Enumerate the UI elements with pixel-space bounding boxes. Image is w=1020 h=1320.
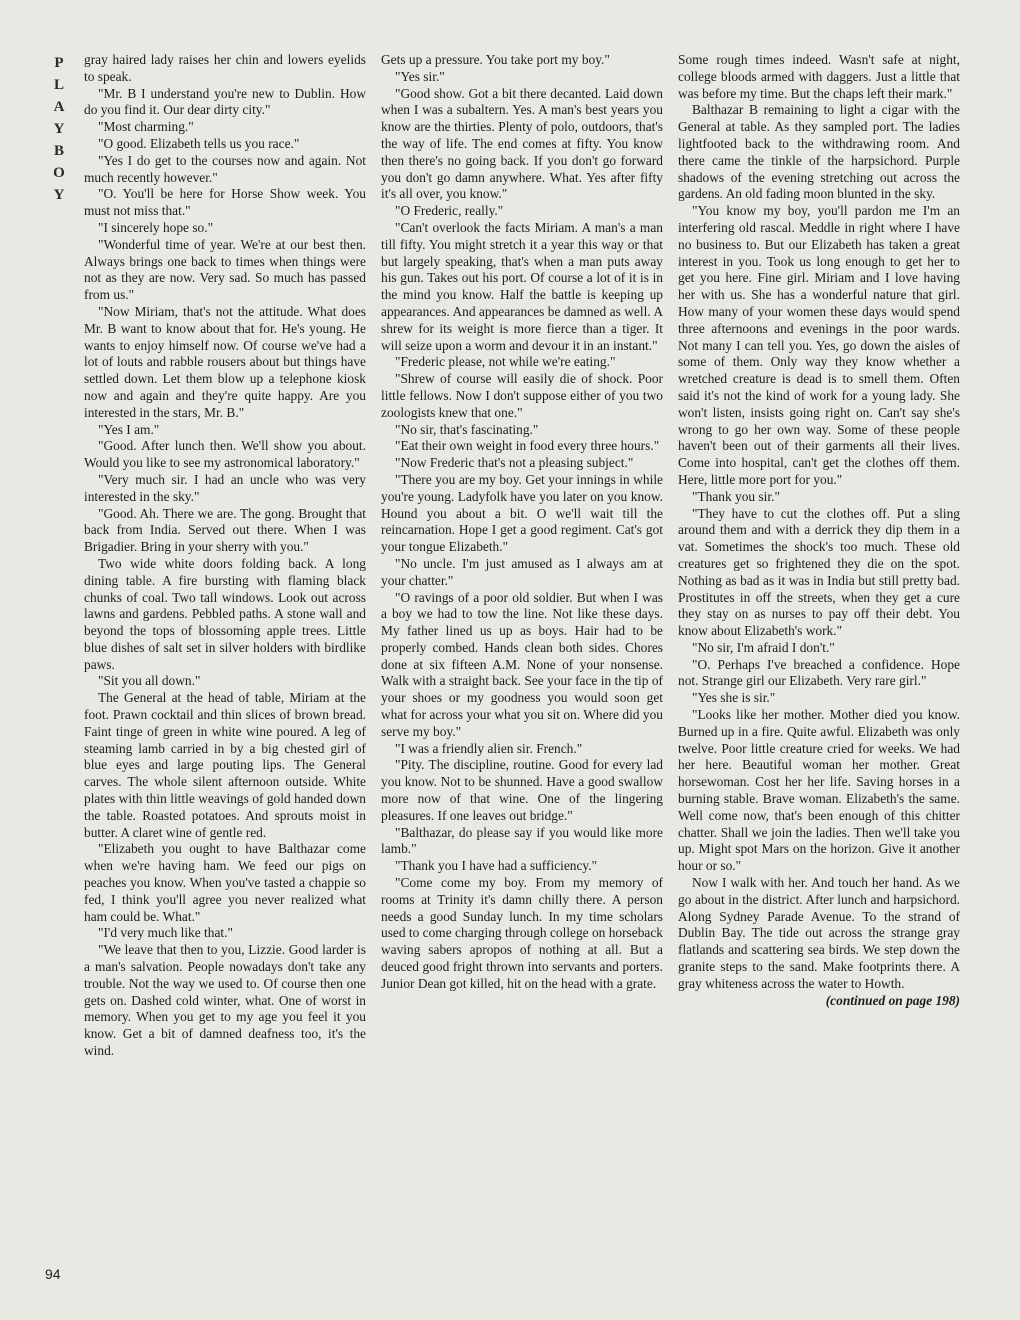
paragraph: "I sincerely hope so." — [98, 219, 214, 235]
paragraph: "They have to cut the clothes off. Put a sling around them and with a derrick they dip them in a vat. Sometimes the shock's too much. These old creatures get so frightened they die on the spot. Nothing as bad as it was in India but still pretty bad. Prostitutes in off the streets, when they get a cure they stay on as nurses to pay off their debt. You know about Elizabeth's work." — [678, 505, 960, 639]
paragraph: "Wonderful time of year. We're at our best then. Always brings one back to times when things were not as they are now. Very sad. So much has passed from us." — [84, 236, 366, 303]
paragraph: "Now Miriam, that's not the attitude. What does Mr. B want to know about that for. He's young. He wants to enjoy himself now. Of course we've had a lot of louts and rabble rousers about but things have settled down. Let them blow up a telephone kiosk now and again and they're quite happy. Are you interested in the stars, Mr. B." — [84, 303, 366, 420]
paragraph: "O good. Elizabeth tells us you race." — [98, 135, 300, 151]
paragraph: "Frederic please, not while we're eating." — [395, 354, 616, 370]
paragraph: "O. You'll be here for Horse Show week. You must not miss that." — [84, 186, 366, 219]
paragraph: "Good. Ah. There we are. The gong. Brought that back from India. Served out there. When I was Brigadier. Bring in your sherry with you." — [84, 505, 366, 555]
masthead: PLAYBOY — [53, 55, 65, 203]
paragraph: The General at the head of table, Miriam at the foot. Prawn cocktail and thin slices of brown bread. Faint tinge of green in white wine poured. A leg of steaming lamb carried in by a big chested girl of blue eyes and large pouting lips. The General carves. The whole silent afternoon outside. White plates with thin little weavings of gold handed down the table. Roasted potatoes. And sprouts moist in butter. A claret wine of gentle red. — [84, 690, 366, 840]
paragraph: "O. Perhaps I've breached a confidence. Hope not. Strange girl our Elizabeth. Very rare girl." — [678, 656, 960, 689]
paragraph: Balthazar B remaining to light a cigar with the General at table. As they sampled port. The ladies lightfooted back to the withdrawing room. And there came the tinkle of the harpsichord. Purple shadows of the evening stretching out across the gardens. An old fading moon blunted in the sky. — [678, 102, 960, 202]
paragraph: "Yes sir." — [395, 68, 445, 84]
paragraph: "Yes I do get to the courses now and again. Not much recently however." — [84, 152, 366, 185]
paragraph: "Very much sir. I had an uncle who was very interested in the sky." — [84, 471, 366, 504]
paragraph: Gets up a pressure. You take port my boy." — [381, 52, 610, 67]
paragraph: "No sir, I'm afraid I don't." — [692, 639, 835, 655]
paragraph: "Elizabeth you ought to have Balthazar come when we're having ham. We feed our pigs on peaches you know. When you've tasted a chappie so fed, I think you'll agree you never realized what ham could be. What." — [84, 841, 366, 924]
continued-note: (continued on page 198) — [825, 992, 960, 1008]
column-1 — [84, 52, 366, 1060]
paragraph: "Pity. The discipline, routine. Good for every lad you know. Not to be shunned. Have a good swallow more now of that wine. One of the lingering pleasures. If one leaves out bridge." — [381, 757, 663, 823]
paragraph: "Good show. Got a bit there decanted. Laid down when I was a subaltern. Yes. A man's best years you know are the thirties. Plenty of polo, outdoors, that's the way of life. The end comes at fifty. You know then there's no going back. If you don't go forward you don't go damn anywhere. What. Yes after fifty it's all over, you know." — [381, 85, 663, 202]
paragraph: "Yes she is sir." — [692, 690, 776, 706]
paragraph: "Can't overlook the facts Miriam. A man's a man till fifty. You might stretch it a year this way or that but largely speaking, that's when a man puts away his gun. Takes out his port. Of course a lot of it is in the mind you know. Half the battle is keeping up appearances. And appearances be damned as well. A shrew for its weight is more fierce than a tiger. It will seize upon a worm and devour it in an instant." — [381, 219, 663, 353]
paragraph: "Thank you sir." — [692, 488, 780, 504]
paragraph: "Balthazar, do please say if you would like more lamb." — [381, 824, 663, 857]
paragraph: "There you are my boy. Get your innings in while you're young. Ladyfolk have you later on you know. Hound you about a bit. O we'll wait till the reincarnation. Hope I get a good regiment. Cat's got your tongue Elizabeth." — [381, 471, 663, 555]
paragraph: "No sir, that's fascinating." — [395, 421, 539, 437]
paragraph: "Thank you I have had a sufficiency." — [395, 858, 598, 874]
paragraph: "I was a friendly alien sir. French." — [395, 740, 583, 756]
paragraph: "Good. After lunch then. We'll show you about. Would you like to see my astronomical laboratory." — [84, 438, 366, 471]
paragraph: "I'd very much like that." — [98, 925, 233, 941]
paragraph: "Mr. B I understand you're new to Dublin. How do you find it. Our dear dirty city." — [84, 85, 366, 118]
paragraph: "Shrew of course will easily die of shock. Poor little fellows. Now I don't suppose either of you two zoologists knew that one." — [381, 371, 663, 420]
paragraph: Two wide white doors folding back. A long dining table. A fire bursting with flaming black chunks of coal. Two tall windows. Look out across lawns and gardens. Pebbled paths. A stone wall and beyond the tops of blossoming apple trees. Little blue dishes of salt set in silver holders with birdlike paws. — [84, 555, 366, 672]
paragraph: "Yes I am." — [98, 421, 160, 437]
paragraph: "Sit you all down." — [98, 673, 201, 689]
paragraph: Now I walk with her. And touch her hand. As we go about in the district. After lunch and harpsichord. Along Sydney Parade Avenue. To the strand of Dublin Bay. The tide out across the strange gray flatlands and scattering sea birds. We step down the granite steps to the sand. Make footprints there. A gray whiteness across the water to Howth. — [678, 875, 960, 991]
paragraph: "O ravings of a poor old soldier. But when I was a boy we had to tow the line. Not like these days. My father lined us up as boys. Hair had to be properly combed. Hands clean both sides. Chores done at six fifteen A.M. None of your nonsense. Walk with a straight back. See your face in the tip of your shoes or my goodness you would soon get what for across your what you sit on. Where did you serve my boy." — [381, 589, 663, 739]
paragraph: "You know my boy, you'll pardon me I'm an interfering old rascal. Meddle in right where I have no business to. But our Elizabeth has taken a great interest in you. Took us long enough to get her to get you here. Fine girl. Miriam and I love having her with us. She has a wonderful nature that girl. How many of your women these days would spend three afternoons and evenings in the poor wards. Not many I can tell you. Yes, go down the aisles of some of them. Only way they know whether a wretched creature is dead is to smell them. Often said it's not the kind of work for a young lady. She won't listen, insists going right on. Can't say she's wrong to go her own way. Some of these people haven't been out of their garments all their lives. Come into hospital, can't get the clothes off them. Here, little more port for you." — [678, 203, 960, 487]
paragraph: "O Frederic, really." — [395, 203, 504, 219]
paragraph: "Come come my boy. From my memory of rooms at Trinity it's damn chilly there. A person needs a good Sunday lunch. In my time scholars used to come charging through college on horseback waving sabers apropos of nothing at all. But a deuced good fright thrown into servants and porters. Junior Dean got killed, hit on the head with a grate. — [381, 875, 663, 991]
paragraph: Some rough times indeed. Wasn't safe at night, college bloods armed with daggers. Just a little that was before my time. But the chaps left their mark." — [678, 52, 960, 101]
paragraph: "Looks like her mother. Mother died you know. Burned up in a fire. Quite awful. Elizabeth was only twelve. Poor little creature cried for weeks. We had her here. Beautiful woman her mother. Great horsewoman. Cost her her life. Saving horses in a burning stable. Brave woman. Elizabeth's the same. Well come now, that's been enough of this chitter chatter. Shall we join the ladies. Then we'll take you up. Might spot Mars on the horizon. Give it another hour or so." — [678, 707, 960, 874]
paragraph: "Eat their own weight in food every three hours." — [395, 438, 660, 454]
paragraph: "No uncle. I'm just amused as I always am at your chatter." — [381, 555, 663, 588]
column-2 — [381, 52, 663, 993]
page-number: 94 — [45, 1266, 61, 1282]
paragraph: "Most charming." — [98, 119, 194, 135]
column-3 — [678, 52, 960, 1009]
paragraph: "We leave that then to you, Lizzie. Good larder is a man's salvation. People nowadays don't take any trouble. Not the way we used to. Of course then one gets on. Dashed cold winter, what. One of worst in memory. When you get to my age you feel it you know. Get a bit of damned deafness too, it's the wind. — [84, 942, 366, 1059]
paragraph: gray haired lady raises her chin and lowers eyelids to speak. — [84, 52, 366, 84]
paragraph: "Now Frederic that's not a pleasing subject." — [395, 455, 634, 471]
